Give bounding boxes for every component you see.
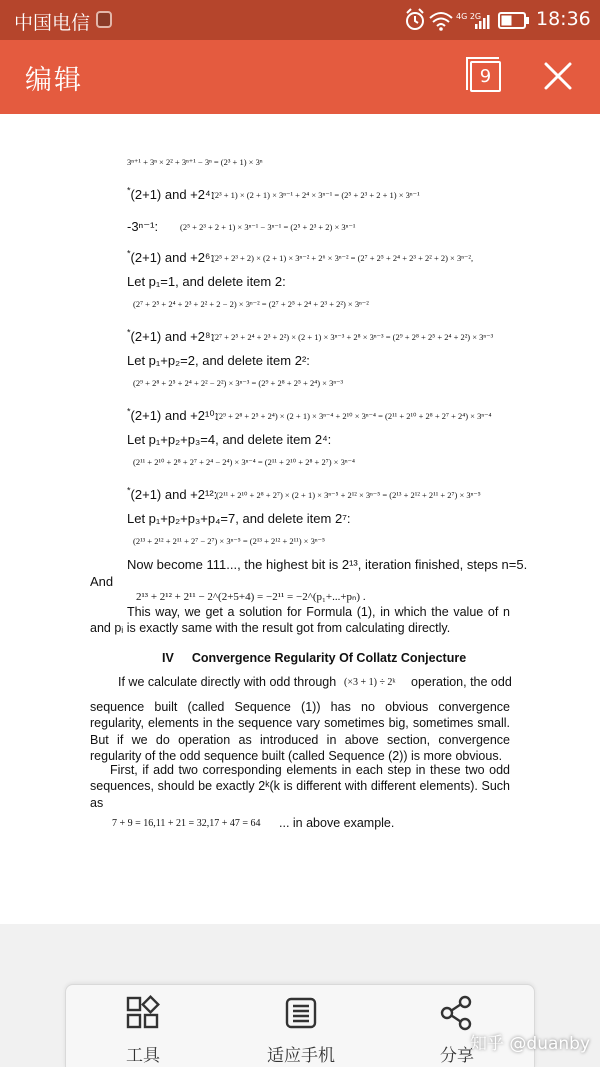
step3-equation: (2⁷ + 2⁵ + 2⁴ + 2³ + 2²) × (2 + 1) × 3ⁿ⁻³ + 2⁸ × 3ⁿ⁻³ = (2⁹ + 2⁸ + 2⁵ + 2⁴ + 2²) × 3ⁿ⁻³ (212, 332, 494, 342)
sequence-paragraph: sequence built (called Sequence (1)) has no obvious convergence regularity, elements in the sequence vary sometimes big, sometimes small. But if we do operation as introduced in above section, convergence regularity of the odd sequence built (called Sequence (2)) is more obvious. (90, 700, 510, 763)
step2-label: *(2+1) and +2⁶: (127, 248, 214, 265)
status-bar (0, 0, 600, 40)
solution-paragraph: This way, we get a solution for Formula (1), in which the value of n and pᵢ is exactly same with the result got from calculating directly. (90, 605, 510, 636)
step1-label: *(2+1) and +2⁴: (127, 185, 215, 202)
step5-label: *(2+1) and +2¹²: (127, 485, 218, 502)
text-page-icon (283, 995, 319, 1031)
final-equation: 2¹³ + 2¹² + 2¹¹ − 2^(2+5+4) = −2¹¹ = −2^(p₁+...+pₙ) . (136, 591, 366, 603)
page-count: 9 (479, 66, 492, 87)
iteration-finished: Now become 111..., the highest bit is 2¹³, iteration finished, steps n=5. (127, 557, 528, 572)
step2-equation: (2⁵ + 2³ + 2) × (2 + 1) × 3ⁿ⁻² + 2⁶ × 3ⁿ⁻² = (2⁷ + 2⁵ + 2⁴ + 2³ + 2² + 2) × 3ⁿ⁻², (212, 253, 474, 263)
network-type: 4G 2G (456, 12, 482, 21)
fit-phone-label: 适应手机 (267, 1046, 335, 1066)
close-icon[interactable] (542, 60, 574, 92)
watermark: 知乎 @duanby (470, 1034, 591, 1054)
step4-note: Let p₁+p₂+p₃=4, and delete item 2⁴: (127, 432, 332, 447)
step2-note-equation: (2⁷ + 2⁵ + 2⁴ + 2³ + 2² + 2 − 2) × 3ⁿ⁻² = (2⁷ + 2⁵ + 2⁴ + 2³ + 2²) × 3ⁿ⁻² (133, 299, 369, 309)
wifi-icon (430, 13, 452, 31)
page-title: 编辑 (25, 65, 83, 96)
grid-icon (125, 995, 161, 1031)
step5-note: Let p₁+p₂+p₃+p₄=7, and delete item 2⁷: (127, 511, 351, 526)
calc-equation: (×3 + 1) ÷ 2ᵏ (344, 677, 396, 688)
step3-note-equation: (2⁹ + 2⁸ + 2⁵ + 2⁴ + 2² − 2²) × 3ⁿ⁻³ = (2⁹ + 2⁸ + 2⁵ + 2⁴) × 3ⁿ⁻³ (133, 378, 344, 388)
share-icon (439, 995, 475, 1031)
tools-label: 工具 (126, 1046, 160, 1066)
step4-equation: (2⁹ + 2⁸ + 2⁵ + 2⁴) × (2 + 1) × 3ⁿ⁻⁴ + 2¹⁰ × 3ⁿ⁻⁴ = (2¹¹ + 2¹⁰ + 2⁸ + 2⁷ + 2⁴) × 3ⁿ⁻⁴ (216, 411, 492, 421)
step5-equation: (2¹¹ + 2¹⁰ + 2⁸ + 2⁷) × (2 + 1) × 3ⁿ⁻⁵ + 2¹² × 3ⁿ⁻⁵ = (2¹³ + 2¹² + 2¹¹ + 2⁷) × 3ⁿ⁻⁵ (216, 490, 481, 500)
tools-button[interactable] (68, 985, 218, 1067)
share-label: 分享 (440, 1046, 474, 1066)
example-equation: 7 + 9 = 16,11 + 21 = 32,17 + 47 = 64 (112, 818, 261, 829)
section-number: IV (162, 651, 174, 665)
app-bar (0, 40, 600, 114)
section-heading (162, 651, 466, 665)
example-tail: ... in above example. (279, 816, 395, 830)
status-icons (404, 7, 534, 33)
section-title: Convergence Regularity Of Collatz Conjecture (191, 651, 467, 665)
shield-icon (96, 11, 112, 28)
step3-note: Let p₁+p₂=2, and delete item 2²: (127, 353, 310, 368)
document-page[interactable] (0, 114, 600, 924)
clock: 18:36 (536, 8, 591, 30)
step3-label: *(2+1) and +2⁸: (127, 327, 215, 344)
equation-1: 3ⁿ⁺¹ + 3ⁿ × 2² + 3ⁿ⁺¹ − 3ⁿ = (2³ + 1) × 3ⁿ (127, 157, 263, 167)
step1b-label: -3ⁿ⁻¹: (127, 219, 159, 234)
step5-note-equation: (2¹³ + 2¹² + 2¹¹ + 2⁷ − 2⁷) × 3ⁿ⁻⁵ = (2¹³ + 2¹² + 2¹¹) × 3ⁿ⁻⁵ (133, 536, 325, 546)
alarm-icon (407, 9, 423, 29)
step2-note: Let p₁=1, and delete item 2: (127, 274, 286, 289)
and-label: And (90, 574, 114, 589)
fit-phone-button[interactable] (226, 985, 376, 1067)
calc-line-end: operation, the odd (411, 675, 512, 689)
step4-label: *(2+1) and +2¹⁰: (127, 406, 219, 423)
carrier-name: 中国电信 (14, 12, 91, 34)
step1b-equation: (2⁵ + 2³ + 2 + 1) × 3ⁿ⁻¹ − 3ⁿ⁻¹ = (2⁵ + 2³ + 2) × 3ⁿ⁻¹ (180, 222, 356, 232)
page-count-button[interactable] (470, 61, 501, 92)
calc-line-start: If we calculate directly with odd through (118, 675, 337, 689)
share-button[interactable] (382, 985, 532, 1067)
bottom-toolbar (65, 984, 535, 1067)
step4-note-equation: (2¹¹ + 2¹⁰ + 2⁸ + 2⁷ + 2⁴ − 2⁴) × 3ⁿ⁻⁴ = (2¹¹ + 2¹⁰ + 2⁸ + 2⁷) × 3ⁿ⁻⁴ (133, 457, 355, 467)
step1-equation: (2³ + 1) × (2 + 1) × 3ⁿ⁻¹ + 2⁴ × 3ⁿ⁻¹ = (2⁵ + 2³ + 2 + 1) × 3ⁿ⁻¹ (212, 190, 420, 200)
battery-icon (499, 13, 529, 28)
first-paragraph: First, if add two corresponding elements in each step in these two odd sequences, should be exactly 2ᵏ(k is different with different elements). Such as (90, 763, 510, 810)
